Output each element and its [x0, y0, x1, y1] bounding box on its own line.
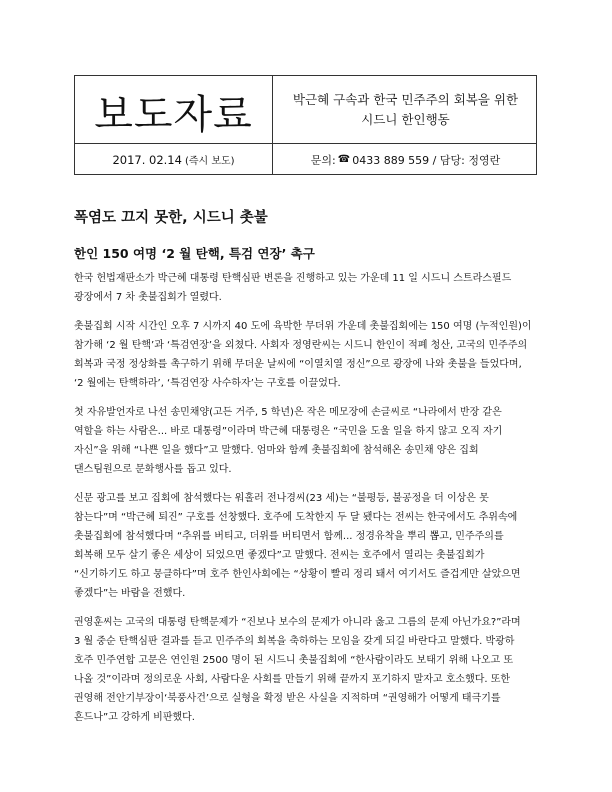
- article-paragraph: [74, 613, 542, 727]
- release-date: [75, 144, 272, 175]
- phone-icon: ☎: [337, 154, 351, 165]
- organization-name-line2: 시드니 한인행동: [361, 111, 450, 127]
- paragraph-line: 역할을 하는 사람은... 바로 대통령”이라며 박근혜 대통령은 “국민을 도울 일을 하지 않고 오직 자기: [74, 426, 503, 437]
- paragraph-line: 나올 것”이라며 정의로운 사회, 사람다운 사회를 만들기 위해 끝까지 포기하지 말자고 호소했다. 또한: [74, 674, 511, 685]
- paragraph-line: 권영훈씨는 고국의 대통령 탄핵문제가 “진보나 보수의 문제가 아니라 옳고 그름의 문제 아닌가요?”라며: [74, 617, 521, 628]
- paragraph-line: 광장에서 7 차 촛불집회가 열렸다.: [74, 292, 222, 303]
- paragraph-line: 호주 민주연합 고문은 연인원 2500 명이 된 시드니 촛불집회에 “한사람이라도 보태기 위해 나오고 또: [74, 655, 514, 666]
- organization-name-line1: 박근혜 구속과 한국 민주주의 회복을 위한: [292, 91, 519, 107]
- paragraph-line: 흔드나”고 강하게 비판했다.: [74, 712, 195, 723]
- contact-prefix: 문의:: [310, 153, 336, 167]
- paragraph-line: 신문 광고를 보고 집회에 참석했다는 워홀러 전나경씨(23 세)는 “불평등, 불공정을 더 이상은 못: [74, 493, 489, 504]
- paragraph-line: 댄스팀원으로 문화행사를 돕고 있다.: [74, 464, 232, 475]
- article-paragraph: [74, 403, 542, 479]
- article-paragraph: [74, 489, 542, 603]
- article-headline: 폭염도 끄지 못한, 시드니 촛불: [74, 210, 268, 226]
- organization-name: [273, 76, 538, 143]
- paragraph-line: 회복해 모두 살기 좋은 세상이 되었으면 좋겠다”고 말했다. 전씨는 호주에서 열리는 촛불집회가: [74, 550, 485, 561]
- paragraph-line: 촛불집회 시작 시간인 오후 7 시까지 40 도에 육박한 무더위 가운데 촛불집회에는 150 여명 (누적인원)이: [74, 321, 532, 332]
- release-date-note: (즉시 보도): [184, 156, 235, 167]
- article-body: [74, 269, 542, 737]
- paragraph-line: 참는다”며 “박근혜 퇴진” 구호를 선창했다. 호주에 도착한지 두 달 됐다는 전씨는 한국에서도 추위속에: [74, 512, 518, 523]
- paragraph-line: 자신”을 위해 “나쁜 일을 했다”고 말했다. 엄마와 함께 촛불집회에 참석해온 송민채 양은 집회: [74, 445, 479, 456]
- article-paragraph: [74, 269, 542, 307]
- release-date-value: 2017. 02.14: [112, 152, 182, 167]
- paragraph-line: “신기하기도 하고 뭉클하다”며 호주 한인사회에는 “상황이 빨리 정리 돼서 여기서도 즐겁게만 살았으면: [74, 569, 521, 580]
- contact-info: [273, 144, 538, 175]
- paragraph-line: 권영해 전안기부장이‘북풍사건’으로 실형을 확정 받은 사실을 지적하며 “권영해가 어떻게 태극기를: [74, 693, 501, 704]
- paragraph-line: ‘2 월에는 탄핵하라’, ‘특검연장 사수하자’는 구호를 이끌었다.: [74, 378, 341, 389]
- press-release-header: [74, 75, 537, 175]
- contact-details: 0433 889 559 / 담당: 정영란: [352, 153, 501, 167]
- article-subheadline: 한인 150 여명 ‘2 월 탄핵, 특검 연장’ 촉구: [74, 246, 315, 261]
- paragraph-line: 한국 헌법재판소가 박근혜 대통령 탄핵심판 변론을 진행하고 있는 가운데 11 일 시드니 스트라스필드: [74, 273, 512, 284]
- paragraph-line: 3 월 중순 탄핵심판 결과를 듣고 민주주의 회복을 축하하는 모임을 갖게 되길 바란다고 말했다. 박광하: [74, 636, 515, 647]
- paragraph-line: 참가해 ‘2 월 탄핵’과 ‘특검연장’을 외쳤다. 사회자 정영란씨는 시드니 한인이 적폐 청산, 고국의 민주주의: [74, 340, 528, 351]
- paragraph-line: 회복과 국정 정상화를 촉구하기 위해 무더운 날씨에 “이열치열 정신”으로 광장에 나와 촛불을 들었다며,: [74, 359, 522, 370]
- paragraph-line: 좋겠다”는 바람을 전했다.: [74, 588, 186, 599]
- paragraph-line: 촛불집회에 참석했다며 “추위를 버티고, 더위를 버티면서 함께... 정경유착을 뿌리 뽑고, 민주주의를: [74, 531, 504, 542]
- paragraph-line: 첫 자유발언자로 나선 송민채양(고든 거주, 5 학년)은 작은 메모장에 손글씨로 “나라에서 반장 같은: [74, 407, 502, 418]
- press-release-title: 보도자료: [94, 92, 253, 138]
- article-paragraph: [74, 317, 542, 393]
